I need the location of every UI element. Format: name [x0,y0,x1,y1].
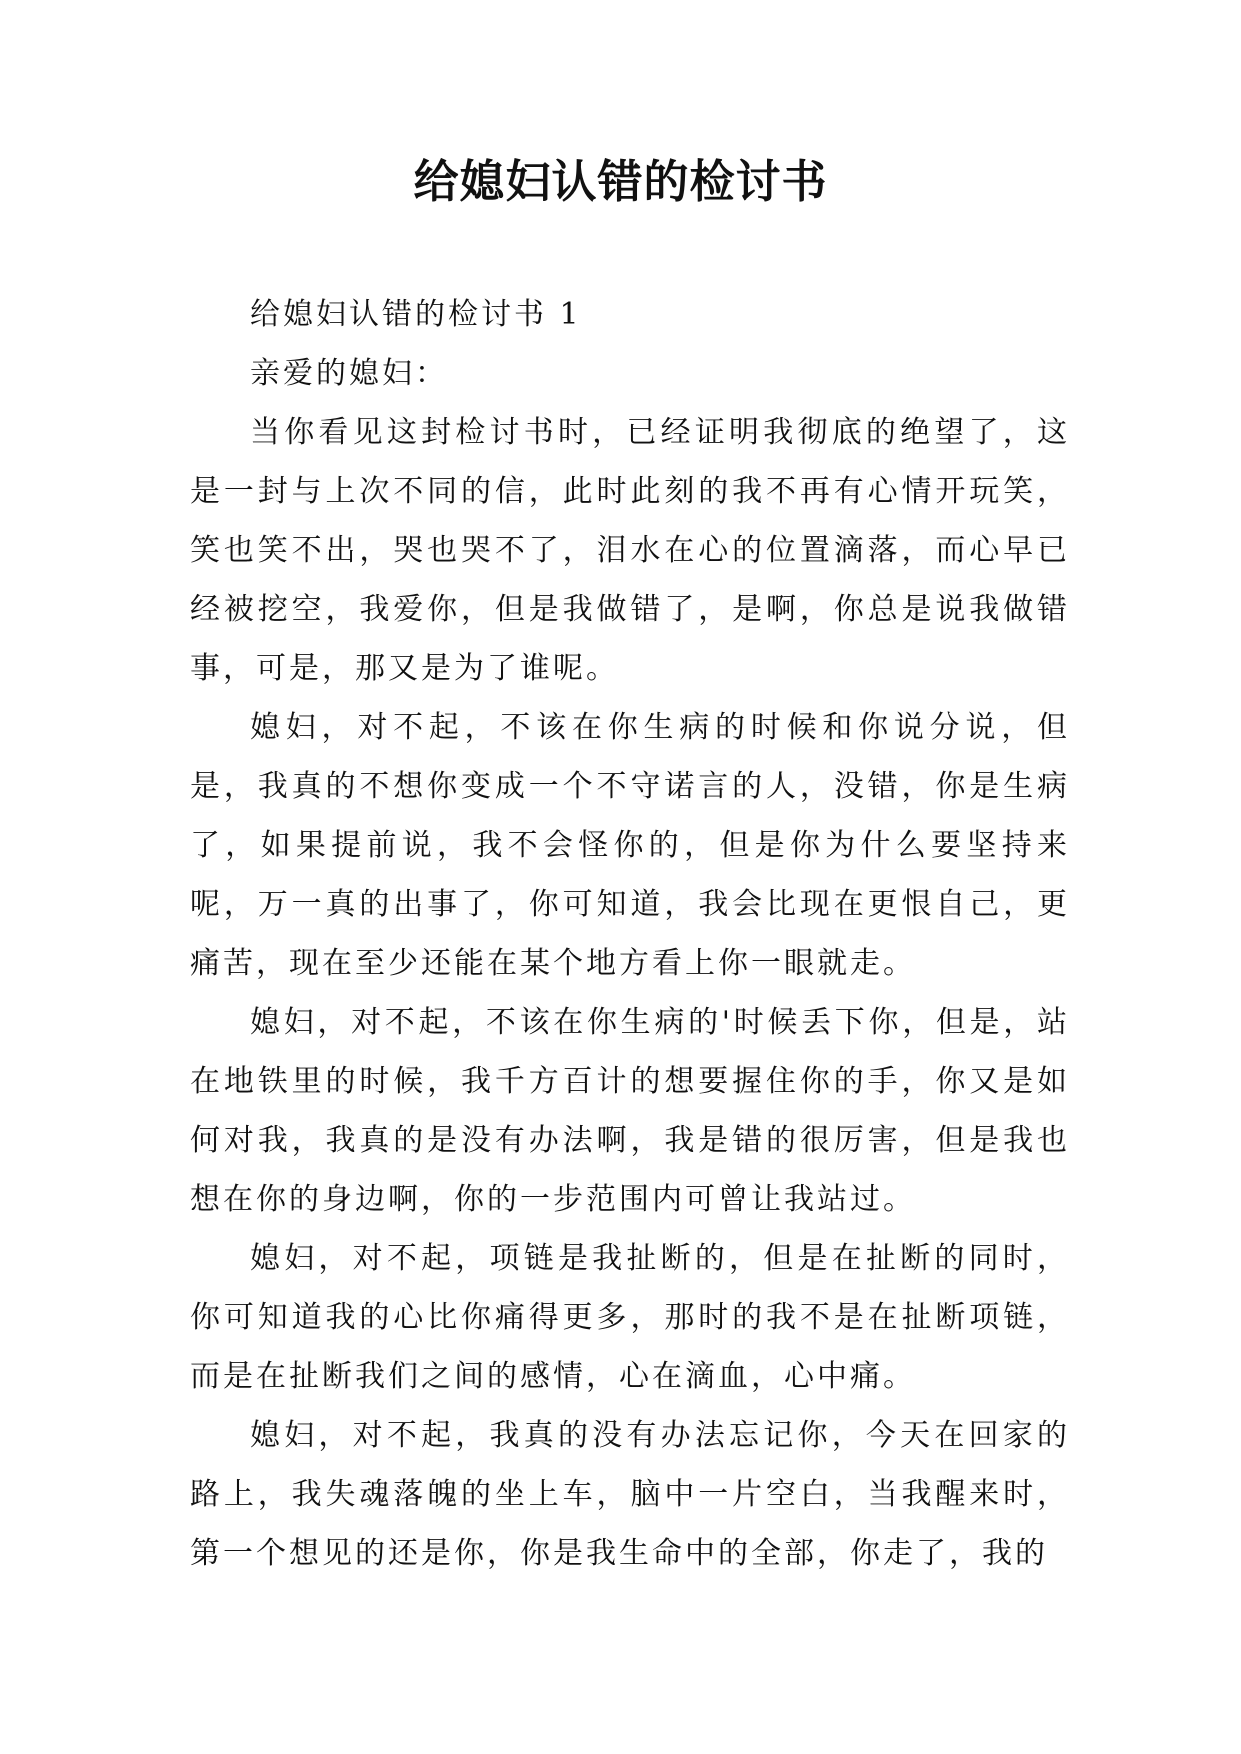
paragraph: 当你看见这封检讨书时，已经证明我彻底的绝望了，这是一封与上次不同的信，此时此刻的我不再有心情开玩笑，笑也笑不出，哭也哭不了，泪水在心的位置滴落，而心早已经被挖空，我爱你，但是我做错了，是啊，你总是说我做错事，可是，那又是为了谁呢。 [190,415,1070,686]
document-title: 给媳妇认错的检讨书 [413,155,828,208]
paragraph: 媳妇，对不起，不该在你生病的时候和你说分说，但是，我真的不想你变成一个不守诺言的人，没错，你是生病了，如果提前说，我不会怪你的，但是你为什么要坚持来呢，万一真的出事了，你可知道，我会比现在更恨自己，更痛苦，现在至少还能在某个地方看上你一眼就走。 [190,710,1070,981]
paragraph: 媳妇，对不起，项链是我扯断的，但是在扯断的同时，你可知道我的心比你痛得更多，那时的我不是在扯断项链，而是在扯断我们之间的感情，心在滴血，心中痛。 [190,1241,1070,1394]
paragraph-heading: 给媳妇认错的检讨书 1 [250,297,582,332]
paragraph-salutation: 亲爱的媳妇： [250,356,448,391]
paragraph: 媳妇，对不起，我真的没有办法忘记你，今天在回家的路上，我失魂落魄的坐上车，脑中一片空白，当我醒来时，第一个想见的还是你，你是我生命中的全部，你走了，我的 [190,1418,1070,1571]
document-body [190,285,1070,1583]
paragraph: 媳妇，对不起，不该在你生病的'时候丢下你，但是，站在地铁里的时候，我千方百计的想要握住你的手，你又是如何对我，我真的是没有办法啊，我是错的很厉害，但是我也想在你的身边啊，你的一步范围内可曾让我站过。 [190,1005,1070,1217]
